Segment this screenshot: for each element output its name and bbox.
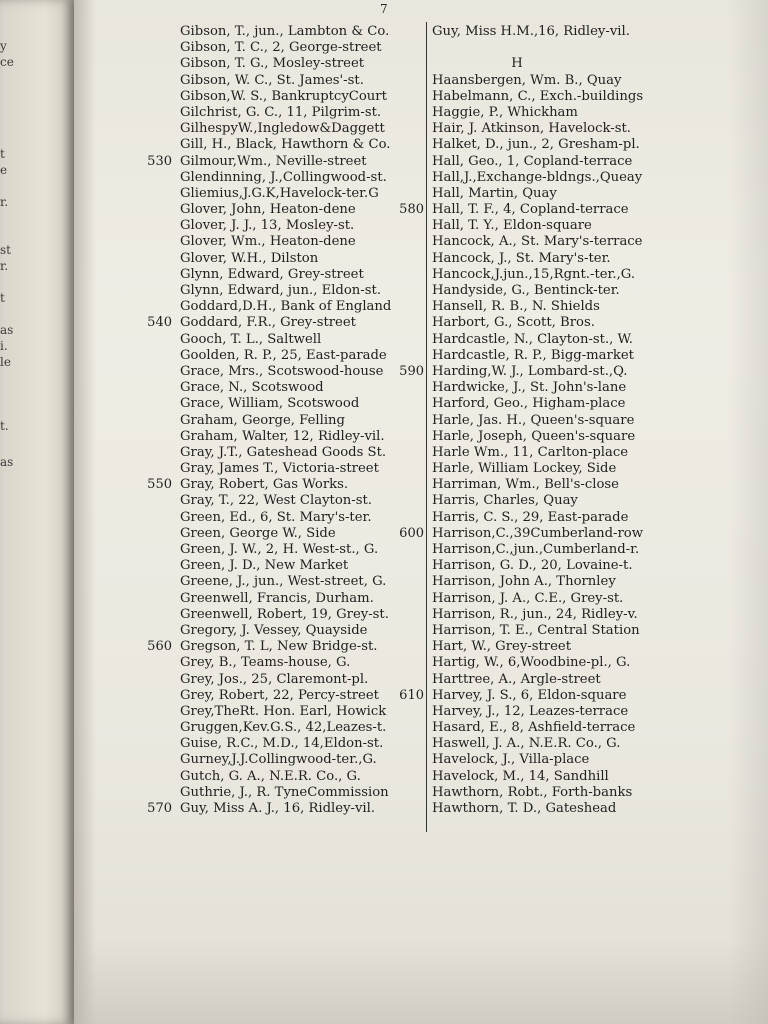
- entry-text: Glover, J. J., 13, Mosley-st.: [180, 218, 355, 234]
- directory-entry: [180, 299, 410, 315]
- previous-page-fragment: y: [0, 39, 7, 53]
- entry-text: Guy, Miss H.M.,16, Ridley-vil.: [432, 24, 630, 39]
- entry-text: Grace, N., Scotswood: [180, 380, 324, 396]
- directory-entry: [180, 429, 410, 445]
- directory-entry: [180, 720, 410, 736]
- entry-text: Green, J. D., New Market: [180, 558, 349, 574]
- entry-text: Harriman, Wm., Bell's-close: [432, 477, 619, 493]
- directory-entry: [180, 202, 410, 218]
- entry-number: 540: [147, 315, 172, 331]
- entry-number: 600: [399, 525, 424, 541]
- entry-text: Grey, Robert, 22, Percy-street: [180, 687, 379, 703]
- directory-entry: [432, 591, 712, 607]
- entry-text: Guthrie, J., R. TyneCommission: [180, 784, 389, 800]
- entry-text: Gibson,W. S., BankruptcyCourt: [180, 88, 387, 104]
- entry-text: Hawthorn, Robt., Forth-banks: [432, 784, 633, 800]
- previous-page-fragment: ce: [0, 55, 14, 69]
- column-divider: [426, 22, 427, 832]
- directory-entry: [432, 396, 712, 412]
- entry-text: GilhespyW.,Ingledow&Daggett: [180, 121, 385, 137]
- directory-entry: [399, 202, 712, 218]
- entry-text: Grey, B., Teams-house, G.: [180, 655, 351, 671]
- previous-page-fragment: t.: [0, 419, 9, 433]
- previous-page-fragment: t: [0, 291, 5, 305]
- entry-text: Graham, Walter, 12, Ridley-vil.: [180, 428, 385, 444]
- entry-text: Green, Ed., 6, St. Mary's-ter.: [180, 509, 372, 525]
- directory-entry: [432, 121, 712, 137]
- directory-entry: [432, 607, 712, 623]
- directory-entry: [180, 688, 410, 704]
- entry-text: Gregory, J. Vessey, Quayside: [180, 622, 368, 638]
- entry-text: Hartig, W., 6,Woodbine-pl., G.: [432, 655, 631, 671]
- entry-text: Hardcastle, N., Clayton-st., W.: [432, 331, 633, 347]
- entry-text: Hancock, A., St. Mary's-terrace: [432, 234, 643, 250]
- entry-number: 570: [147, 801, 172, 816]
- directory-entry: [432, 24, 712, 40]
- directory-entry: [180, 785, 410, 801]
- entry-text: Glover, W.H., Dilston: [180, 250, 319, 266]
- directory-entry: [180, 607, 410, 623]
- directory-entry: [180, 56, 410, 72]
- directory-entry: [432, 752, 712, 768]
- page-bottom-margin: [74, 940, 768, 1024]
- entry-text: Hardcastle, R. P., Bigg-market: [432, 347, 634, 363]
- entry-text: Harrison, T. E., Central Station: [432, 622, 640, 638]
- directory-entry: [432, 73, 712, 89]
- directory-entry: [180, 186, 410, 202]
- entry-text: Hasard, E., 8, Ashfield-terrace: [432, 720, 636, 736]
- entry-text: Hansell, R. B., N. Shields: [432, 299, 600, 315]
- previous-page-fragment: st: [0, 243, 11, 257]
- directory-entry: [180, 380, 410, 396]
- directory-entry: [147, 639, 410, 655]
- directory-entry: [180, 218, 410, 234]
- entry-number: 610: [399, 687, 424, 703]
- directory-entry: [147, 477, 410, 493]
- directory-entry: [180, 40, 410, 56]
- entry-text: Glover, Wm., Heaton-dene: [180, 234, 356, 250]
- entry-text: Gibson, T. C., 2, George-street: [180, 40, 382, 56]
- entry-text: Harrison, R., jun., 24, Ridley-v.: [432, 606, 638, 622]
- entry-text: Hawthorn, T. D., Gateshead: [432, 801, 617, 816]
- directory-entry: [432, 510, 712, 526]
- entry-number: 530: [147, 153, 172, 169]
- entry-text: Goddard,D.H., Bank of England: [180, 299, 392, 315]
- directory-entry: [180, 283, 410, 299]
- directory-entry: [180, 752, 410, 768]
- entry-text: Greenwell, Francis, Durham.: [180, 590, 374, 606]
- directory-entry: [432, 332, 712, 348]
- entry-text: Harle, Joseph, Queen's-square: [432, 428, 636, 444]
- entry-text: Hart, W., Grey-street: [432, 639, 572, 655]
- directory-entry: [432, 299, 712, 315]
- previous-page-fragment: r.: [0, 195, 9, 209]
- entry-text: Harttree, A., Argle-street: [432, 671, 601, 687]
- entry-text: Harle, Jas. H., Queen's-square: [432, 412, 635, 428]
- directory-entry: [399, 525, 712, 542]
- directory-entry: [432, 105, 712, 121]
- directory-entry: [432, 186, 712, 202]
- directory-entry: [432, 672, 712, 688]
- entry-text: Harding,W. J., Lombard-st.,Q.: [432, 363, 628, 379]
- entry-text: Greenwell, Robert, 19, Grey-st.: [180, 606, 389, 622]
- entry-text: Grey, Jos., 25, Claremont-pl.: [180, 671, 369, 687]
- entry-text: Haggie, P., Whickham: [432, 104, 578, 120]
- directory-entry: [432, 315, 712, 331]
- directory-entry: [180, 510, 410, 526]
- entry-text: Halket, D., jun., 2, Gresham-pl.: [432, 137, 640, 153]
- directory-entry: [432, 461, 712, 477]
- entry-text: Graham, George, Felling: [180, 412, 345, 428]
- directory-entry: [432, 542, 712, 558]
- entry-text: Hall, T. Y., Eldon-square: [432, 218, 592, 234]
- entry-text: Harvey, J. S., 6, Eldon-square: [432, 687, 627, 703]
- directory-entry: [180, 234, 410, 250]
- previous-page-fragment: le: [0, 355, 11, 369]
- directory-entry: [432, 769, 712, 785]
- entry-text: Harvey, J., 12, Leazes-terrace: [432, 703, 629, 719]
- directory-entry: [180, 526, 410, 542]
- entry-text: Gurney,J.J.Collingwood-ter.,G.: [180, 752, 377, 768]
- entry-text: Gibson, T., jun., Lambton & Co.: [180, 24, 390, 39]
- directory-entry: [180, 445, 410, 461]
- entry-text: Habelmann, C., Exch.-buildings: [432, 88, 644, 104]
- directory-entry: [180, 137, 410, 153]
- entry-text: H: [511, 56, 523, 72]
- directory-entry: [180, 251, 410, 267]
- directory-entry: [432, 267, 712, 283]
- entry-text: Hardwicke, J., St. John's-lane: [432, 380, 627, 396]
- directory-entry: [180, 396, 410, 412]
- directory-entry: [432, 234, 712, 250]
- directory-entry: [180, 542, 410, 558]
- directory-entry: [432, 477, 712, 493]
- directory-entry: [180, 348, 410, 364]
- entry-text: Haswell, J. A., N.E.R. Co., G.: [432, 736, 621, 752]
- entry-text: Green, J. W., 2, H. West-st., G.: [180, 542, 379, 557]
- previous-page-fragment: i.: [0, 339, 8, 353]
- entry-text: Hall, Geo., 1, Copland-terrace: [432, 153, 633, 169]
- directory-entry: [432, 736, 712, 752]
- directory-entry: [432, 720, 712, 736]
- directory-entry: [432, 639, 712, 655]
- entry-text: Harrison, John A., Thornley: [432, 574, 616, 590]
- entry-text: Grace, Mrs., Scotswood-house: [180, 363, 384, 379]
- entry-text: Grace, William, Scotswood: [180, 396, 360, 412]
- directory-entry: [399, 363, 712, 380]
- page-fold-shadow: [74, 0, 96, 1024]
- entry-number: 560: [147, 639, 172, 655]
- entry-number: 580: [399, 202, 424, 218]
- directory-entry: [432, 785, 712, 801]
- entry-text: Gibson, T. G., Mosley-street: [180, 56, 365, 72]
- entry-text: Hancock, J., St. Mary's-ter.: [432, 250, 611, 266]
- entry-text: Harrison, J. A., C.E., Grey-st.: [432, 590, 624, 606]
- entry-text: Gray, Robert, Gas Works.: [180, 477, 349, 493]
- section-letter: [432, 56, 602, 72]
- entry-text: Gilchrist, G. C., 11, Pilgrim-st.: [180, 104, 382, 120]
- directory-entry: [180, 672, 410, 688]
- directory-entry: [180, 332, 410, 348]
- entry-text: Gray, T., 22, West Clayton-st.: [180, 493, 372, 509]
- entry-text: Havelock, M., 14, Sandhill: [432, 768, 609, 784]
- entry-text: Guise, R.C., M.D., 14,Eldon-st.: [180, 736, 384, 752]
- right-column: [399, 24, 712, 817]
- entry-text: Harbort, G., Scott, Bros.: [432, 315, 595, 331]
- directory-entry: [180, 736, 410, 752]
- entry-text: Gruggen,Kev.G.S., 42,Leazes-t.: [180, 720, 387, 736]
- left-column: [147, 24, 410, 817]
- entry-text: Harris, C. S., 29, East-parade: [432, 509, 629, 525]
- entry-text: Gutch, G. A., N.E.R. Co., G.: [180, 768, 361, 784]
- entry-text: Harford, Geo., Higham-place: [432, 396, 626, 412]
- entry-text: Gray, J.T., Gateshead Goods St.: [180, 444, 387, 460]
- entry-text: Harle, William Lockey, Side: [432, 461, 617, 477]
- directory-entry: [180, 364, 410, 380]
- directory-entry: [399, 687, 712, 704]
- directory-entry: [432, 655, 712, 671]
- entry-text: Harrison, G. D., 20, Lovaine-t.: [432, 558, 633, 574]
- entry-text: Gibson, W. C., St. James'-st.: [180, 72, 364, 88]
- entry-text: Goddard, F.R., Grey-street: [180, 315, 356, 331]
- entry-text: Harrison,C.,39Cumberland-row: [432, 525, 644, 541]
- previous-page-fragment: t: [0, 147, 5, 161]
- directory-entry: [432, 283, 712, 299]
- entry-text: Hair, J. Atkinson, Havelock-st.: [432, 121, 631, 137]
- entry-text: Gray, James T., Victoria-street: [180, 461, 379, 477]
- directory-entry: [147, 801, 410, 817]
- entry-text: Harle Wm., 11, Carlton-place: [432, 444, 629, 460]
- directory-entry: [180, 655, 410, 671]
- entry-text: Gregson, T. L, New Bridge-st.: [180, 639, 378, 655]
- directory-entry: [180, 89, 410, 105]
- directory-entry: [180, 461, 410, 477]
- directory-entry: [432, 493, 712, 509]
- entry-text: Harrison,C.,jun.,Cumberland-r.: [432, 542, 640, 557]
- directory-entry: [432, 89, 712, 105]
- entry-text: Haansbergen, Wm. B., Quay: [432, 72, 622, 88]
- directory-entry: [432, 380, 712, 396]
- page-number: 7: [380, 2, 388, 16]
- previous-page-fragment: r.: [0, 259, 9, 273]
- directory-entry: [432, 170, 712, 186]
- entry-text: Hall,J.,Exchange-bldngs.,Queay: [432, 169, 643, 185]
- entry-text: Hall, T. F., 4, Copland-terrace: [432, 202, 629, 218]
- directory-entry: [180, 704, 410, 720]
- entry-text: Grey,TheRt. Hon. Earl, Howick: [180, 703, 387, 719]
- directory-entry: [432, 413, 712, 429]
- directory-entry: [180, 493, 410, 509]
- previous-page-fragment: as: [0, 323, 14, 337]
- entry-text: Glynn, Edward, Grey-street: [180, 266, 364, 282]
- directory-entry: [180, 105, 410, 121]
- entry-text: Harris, Charles, Quay: [432, 493, 578, 509]
- entry-text: Gooch, T. L., Saltwell: [180, 331, 322, 347]
- directory-entry: [432, 137, 712, 153]
- entry-text: Hancock,J.jun.,15,Rgnt.-ter.,G.: [432, 266, 636, 282]
- directory-entry: [432, 623, 712, 639]
- directory-entry: [180, 24, 410, 40]
- directory-entry: [180, 73, 410, 89]
- previous-page-fragment: e: [0, 163, 8, 177]
- directory-entry: [180, 267, 410, 283]
- directory-entry: [432, 429, 712, 445]
- directory-entry: [180, 769, 410, 785]
- directory-entry: [432, 218, 712, 234]
- entry-number: 590: [399, 363, 424, 379]
- directory-entry: [147, 153, 410, 170]
- entry-text: Handyside, G., Bentinck-ter.: [432, 283, 620, 298]
- directory-entry: [432, 251, 712, 267]
- entry-text: Greene, J., jun., West-street, G.: [180, 574, 387, 590]
- directory-entry: [432, 445, 712, 461]
- entry-text: Gilmour,Wm., Neville-street: [180, 153, 367, 169]
- directory-entry: [180, 413, 410, 429]
- directory-entry: [432, 801, 712, 817]
- directory-entry: [180, 170, 410, 186]
- entry-text: Green, George W., Side: [180, 525, 336, 541]
- directory-entry: [432, 348, 712, 364]
- entry-text: Goolden, R. P., 25, East-parade: [180, 347, 387, 363]
- entry-text: Havelock, J., Villa-place: [432, 752, 590, 768]
- page-edge-shadow: [728, 0, 768, 1024]
- directory-entry: [432, 154, 712, 170]
- entry-text: Glynn, Edward, jun., Eldon-st.: [180, 283, 382, 298]
- directory-entry: [147, 315, 410, 331]
- directory-entry: [180, 558, 410, 574]
- entry-text: Hall, Martin, Quay: [432, 185, 557, 201]
- entry-text: Gliemius,J.G.K,Havelock-ter.G: [180, 185, 379, 201]
- entry-text: Guy, Miss A. J., 16, Ridley-vil.: [180, 801, 376, 816]
- entry-text: Glendinning, J.,Collingwood-st.: [180, 169, 387, 185]
- entry-text: Glover, John, Heaton-dene: [180, 202, 356, 218]
- entry-number: 550: [147, 477, 172, 493]
- directory-entry: [432, 704, 712, 720]
- entry-text: Gill, H., Black, Hawthorn & Co.: [180, 137, 391, 153]
- directory-entry: [432, 574, 712, 590]
- directory-entry: [432, 558, 712, 574]
- directory-entry: [180, 574, 410, 590]
- previous-page-fragment: as: [0, 455, 14, 469]
- directory-entry: [180, 121, 410, 137]
- previous-page-edge: [0, 0, 74, 1024]
- directory-entry: [180, 623, 410, 639]
- directory-entry: [180, 591, 410, 607]
- directory-entry: [432, 40, 712, 56]
